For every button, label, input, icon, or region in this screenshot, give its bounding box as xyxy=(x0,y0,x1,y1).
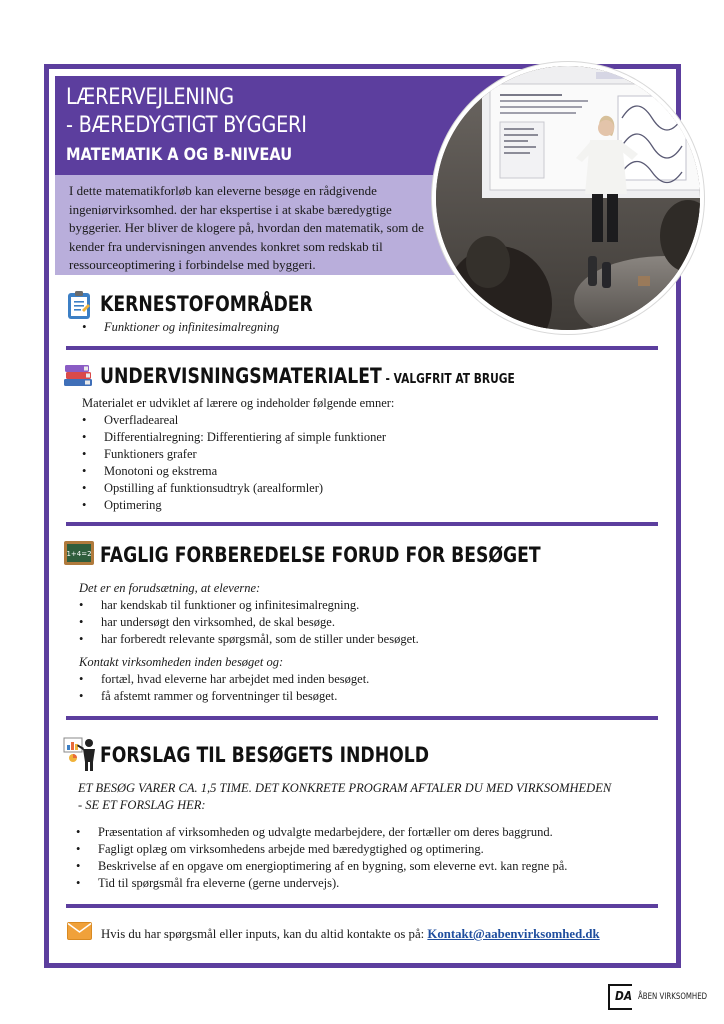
chalkboard-icon xyxy=(64,541,94,565)
page-title-line1: LÆRERVEJLENING xyxy=(66,84,234,110)
section-title-kernestof: KERNESTOFOMRÅDER xyxy=(100,292,313,316)
forslag-list xyxy=(76,824,567,892)
list-item: • Optimering xyxy=(82,497,386,514)
kernestof-list xyxy=(82,319,279,336)
list-item: • Differentialregning: Differentiering af simple funktioner xyxy=(82,429,386,446)
contact-text: Hvis du har spørgsmål eller inputs, kan du altid kontakte os på: xyxy=(101,927,428,941)
section-title-materiale xyxy=(100,364,515,388)
section-divider xyxy=(66,346,658,350)
forberedelse-intro2: Kontakt virksomheden inden besøget og: xyxy=(79,655,284,669)
list-item: • Opstilling af funktionsudtryk (arealformler) xyxy=(82,480,386,497)
section-divider xyxy=(66,904,658,908)
section-divider xyxy=(66,522,658,526)
clipboard-icon xyxy=(66,290,92,320)
list-item: • Overfladeareal xyxy=(82,412,386,429)
list-item: • Fagligt oplæg om virksomhedens arbejde med bæredygtighed og optimering. xyxy=(76,841,567,858)
list-item: • Beskrivelse af en opgave om energioptimering af en bygning, som eleverne evt. kan regne på. xyxy=(76,858,567,875)
page-title-line2: - BÆREDYGTIGT BYGGERI xyxy=(66,112,307,138)
chalkboard-equation: 1+4=2 xyxy=(66,550,92,558)
section-title-forberedelse: FAGLIG FORBEREDELSE FORUD FOR BESØGET xyxy=(100,543,541,567)
materiale-intro: Materialet er udviklet af lærere og indeholder følgende emner: xyxy=(82,396,395,410)
logo-name: ÅBEN VIRKSOMHED xyxy=(638,992,708,1002)
presentation-photo-image xyxy=(436,66,704,334)
list-item: • har kendskab til funktioner og infinitesimalregning. xyxy=(79,597,419,614)
forberedelse-intro1: Det er en forudsætning, at eleverne: xyxy=(79,581,261,595)
contact-line xyxy=(101,926,600,943)
presenter-icon xyxy=(62,736,98,772)
intro-text: I dette matematikforløb kan eleverne besøge en rådgivende ingeniørvirksomhed. der har ekspertise i at skabe bæredygtige byggerier. Her bliver de klogere på, hvordan den matematik, som de kender fra undervisningen anvendes konkret som redskab til ressourceoptimering i forbindelse med byggeri. xyxy=(69,183,424,273)
list-item: • Tid til spørgsmål fra eleverne (gerne undervejs). xyxy=(76,875,567,892)
list-item: • fortæl, hvad eleverne har arbejdet med inden besøget. xyxy=(79,671,369,688)
section-divider xyxy=(66,716,658,720)
section-title-forslag: FORSLAG TIL BESØGETS INDHOLD xyxy=(100,743,430,767)
list-item: • Funktioners grafer xyxy=(82,446,386,463)
list-item: • har forberedt relevante spørgsmål, som de stiller under besøget. xyxy=(79,631,419,648)
list-item: • Monotoni og ekstrema xyxy=(82,463,386,480)
logo-letters: DA xyxy=(615,988,633,1003)
list-item: • få afstemt rammer og forventninger til besøget. xyxy=(79,688,369,705)
materiale-title-suffix: - VALGFRIT AT BRUGE xyxy=(381,372,515,387)
forslag-note-line1: ET BESØG VARER CA. 1,5 TIME. DET KONKRETE PROGRAM AFTALER DU MED VIRKSOMHEDEN xyxy=(78,781,612,795)
contact-email-link[interactable]: Kontakt@aabenvirksomhed.dk xyxy=(427,927,600,941)
list-item: • Præsentation af virksomheden og udvalgte medarbejdere, der fortæller om deres baggrund. xyxy=(76,824,567,841)
materiale-list xyxy=(82,412,386,514)
list-item: • har undersøgt den virksomhed, de skal besøge. xyxy=(79,614,419,631)
list-item: • Funktioner og infinitesimalregning xyxy=(82,319,279,336)
materiale-title-main: UNDERVISNINGSMATERIALET xyxy=(100,364,382,388)
books-icon xyxy=(62,362,94,388)
mail-icon xyxy=(67,922,92,940)
page-subtitle: MATEMATIK A OG B-NIVEAU xyxy=(66,145,293,165)
forberedelse-list2 xyxy=(79,671,369,705)
forberedelse-list1 xyxy=(79,597,419,648)
forslag-note-line2: - SE ET FORSLAG HER: xyxy=(78,798,206,812)
presentation-photo xyxy=(432,62,704,334)
